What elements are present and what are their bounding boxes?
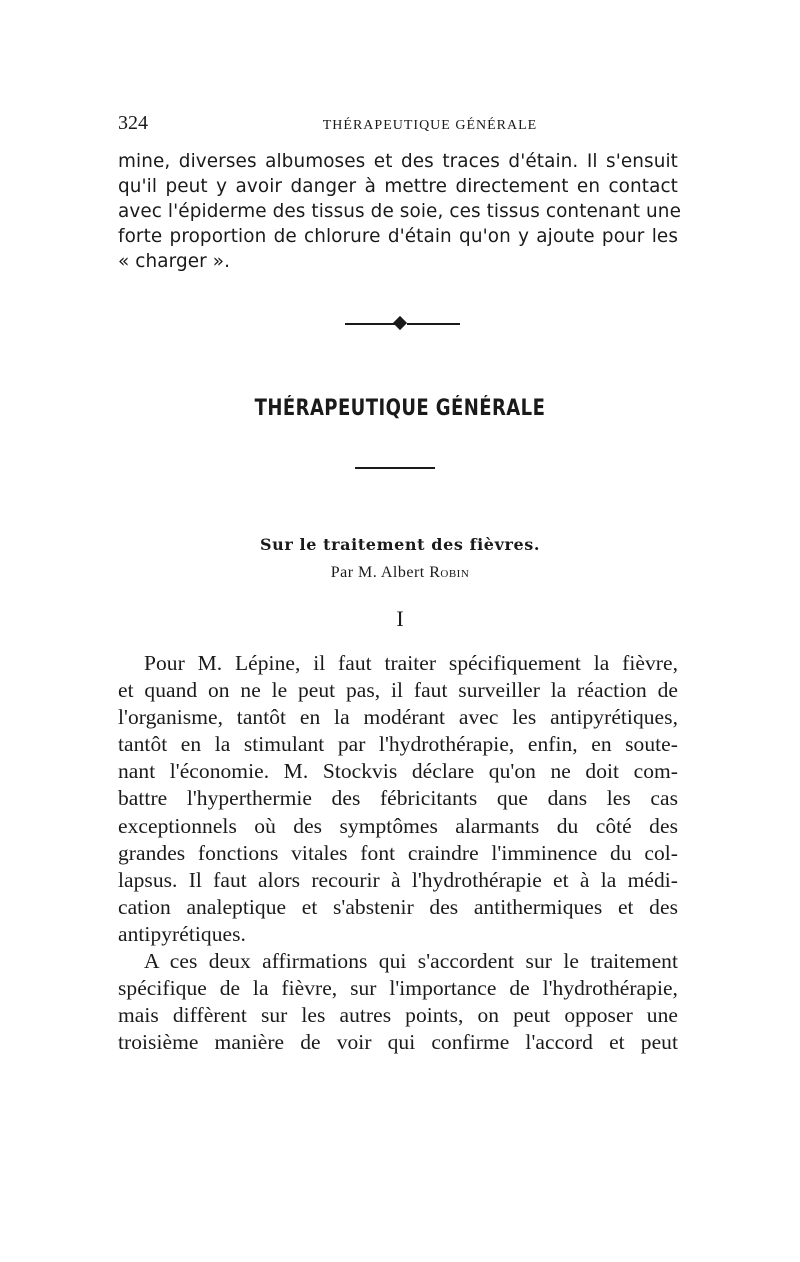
body-line: exceptionnels où des symptômes alarmants du côté des <box>118 813 678 838</box>
text-line: forte proportion de chlorure d'étain qu'on y ajoute pour les <box>118 226 678 247</box>
part-numeral: I <box>396 606 404 631</box>
body-line: l'organisme, tantôt en la modérant avec les antipyrétiques, <box>118 705 678 730</box>
section-title-rule <box>355 467 435 469</box>
section-title: THÉRAPEUTIQUE GÉNÉRALE <box>254 396 546 421</box>
ornament-diamond-icon <box>393 316 407 330</box>
body-line: spécifique de la fièvre, sur l'importance de l'hydrothérapie, <box>118 976 678 1001</box>
body-line: cation analeptique et s'abstenir des antithermiques et des <box>118 894 678 919</box>
text-line: avec l'épiderme des tissus de soie, ces tissus contenant une <box>118 201 681 222</box>
article-byline <box>0 564 800 582</box>
body-line: Pour M. Lépine, il faut traiter spécifiquement la fièvre, <box>144 651 678 675</box>
page-number: 324 <box>118 112 148 134</box>
running-head: THÉRAPEUTIQUE GÉNÉRALE <box>322 118 538 133</box>
body-line: battre l'hyperthermie des fébricitants que dans les cas <box>118 786 678 811</box>
body-line: A ces deux affirmations qui s'accordent sur le traitement <box>144 949 678 974</box>
byline-prefix: Par M. Albert <box>330 564 425 581</box>
top-text-block <box>118 149 681 274</box>
ornament-left-rule <box>345 323 395 325</box>
byline-author: Robin <box>429 564 470 581</box>
body-line: grandes fonctions vitales font craindre l'imminence du col- <box>118 840 678 865</box>
text-line: qu'il peut y avoir danger à mettre directement en contact <box>118 176 678 197</box>
text-line: « charger ». <box>118 251 231 272</box>
body-line: lapsus. Il faut alors recourir à l'hydrothérapie et à la médi- <box>118 867 678 892</box>
body-line: troisième manière de voir qui confirme l'accord et peut <box>118 1030 678 1055</box>
ornament-divider <box>345 317 460 331</box>
article-body <box>118 650 678 1056</box>
body-line: antipyrétiques. <box>118 921 246 946</box>
ornament-right-rule <box>407 323 460 325</box>
body-line: tantôt en la stimulant par l'hydrothérapie, enfin, en soute- <box>118 732 678 757</box>
body-line: et quand on ne le peut pas, il faut surveiller la réaction de <box>118 678 678 703</box>
body-line: mais diffèrent sur les autres points, on peut opposer une <box>118 1003 678 1028</box>
article-title: Sur le traitement des fièvres. <box>259 535 541 554</box>
text-line: mine, diverses albumoses et des traces d'étain. Il s'ensuit <box>118 151 678 172</box>
body-line: nant l'économie. M. Stockvis déclare qu'on ne doit com- <box>118 759 678 784</box>
